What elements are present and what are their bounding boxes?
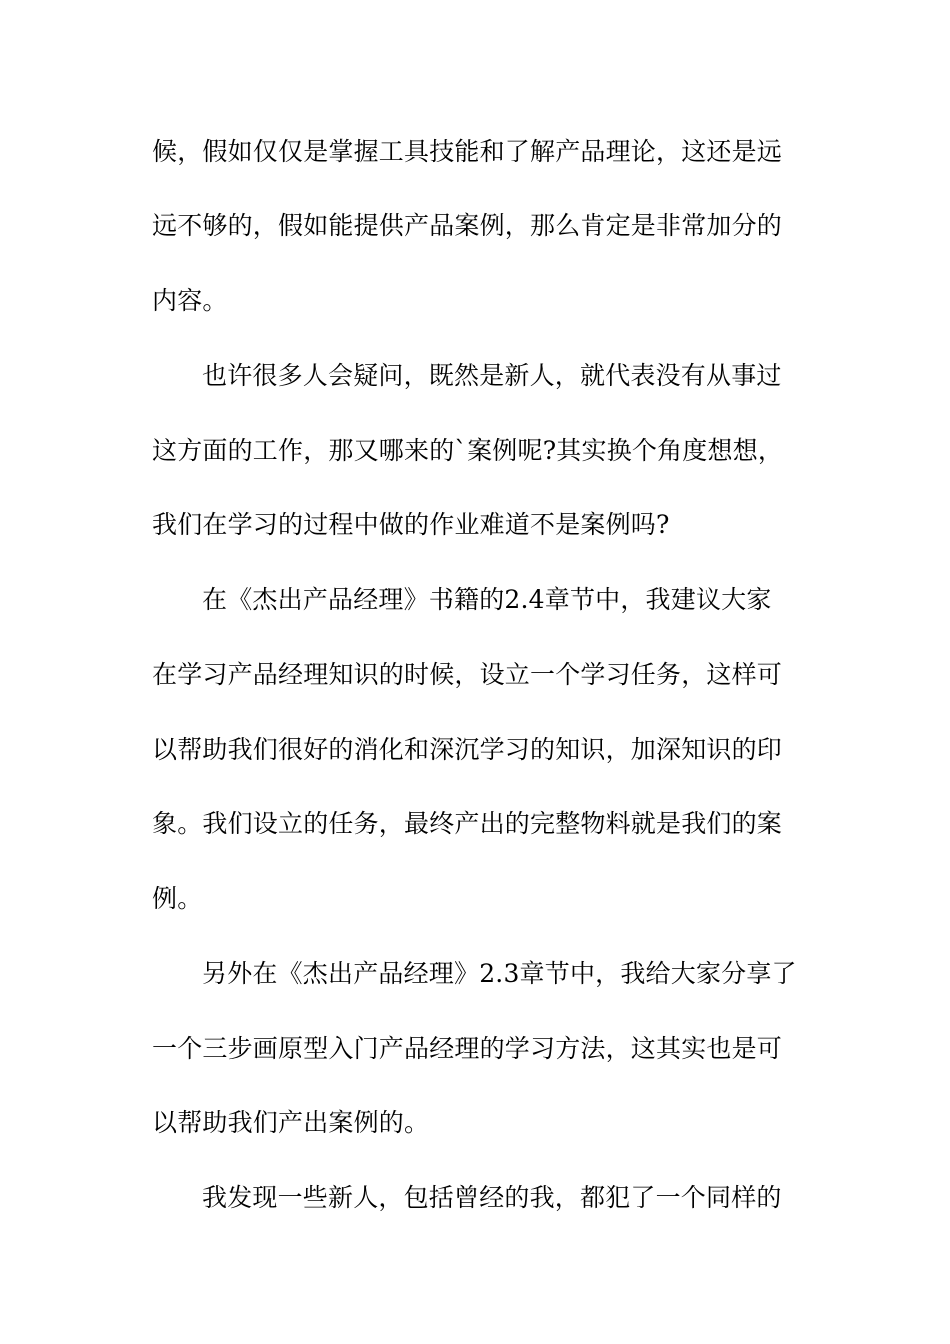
text-line: 候，假如仅仅是掌握工具技能和了解产品理论，这还是远 <box>152 137 783 166</box>
paragraph-first-line: 在《杰出产品经理》书籍的2.4章节中，我建议大家 <box>202 585 772 614</box>
text-line: 一个三步画原型入门产品经理的学习方法，这其实也是可 <box>152 1034 783 1063</box>
paragraph-first-line: 另外在《杰出产品经理》2.3章节中，我给大家分享了 <box>202 959 797 988</box>
text-line: 以帮助我们很好的消化和深沉学习的知识，加深知识的印 <box>152 735 783 764</box>
paragraph-first-line: 也许很多人会疑问，既然是新人，就代表没有从事过 <box>202 361 782 390</box>
text-line: 以帮助我们产出案例的。 <box>152 1108 430 1137</box>
text-line: 内容。 <box>152 286 228 315</box>
text-line: 远不够的，假如能提供产品案例，那么肯定是非常加分的 <box>152 211 783 240</box>
text-line: 我们在学习的过程中做的作业难道不是案例吗? <box>152 510 670 539</box>
text-line: 这方面的工作，那又哪来的`案例呢?其实换个角度想想， <box>152 436 784 465</box>
paragraph-first-line: 我发现一些新人，包括曾经的我，都犯了一个同样的 <box>202 1183 782 1212</box>
text-line: 象。我们设立的任务，最终产出的完整物料就是我们的案 <box>152 809 783 838</box>
text-line: 在学习产品经理知识的时候，设立一个学习任务，这样可 <box>152 660 783 689</box>
text-line: 例。 <box>152 884 203 913</box>
